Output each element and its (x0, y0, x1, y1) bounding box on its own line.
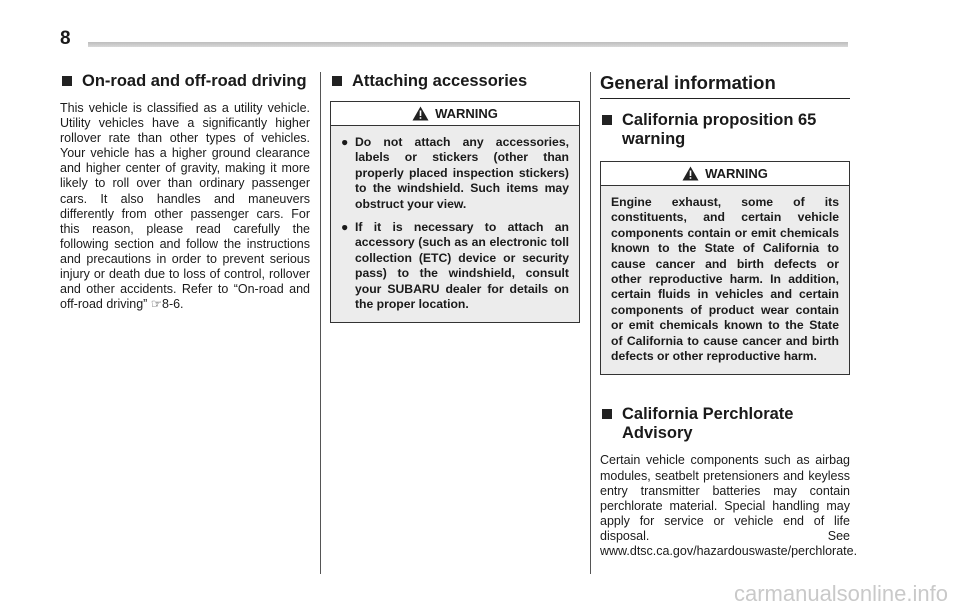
warning-body: Engine exhaust, some of its constituents, and certain vehicle components contain or emit chemicals known to the State of California to cause cancer and birth defects or other reproductive harm. In addition, certain fluids in vehicles and certain components of product wear contain or emit chemicals known to the State of California to cause cancer and birth defects or other reproductive harm. (611, 195, 839, 364)
column-general-information (600, 72, 858, 559)
section-square-icon (62, 76, 72, 86)
section-body: Certain vehicle components such as airbag modules, seatbelt pretensioners and keyless entry transmitter batteries may contain perchlorate material. Special handling may apply for service or vehicle end of life disposal. See www.dtsc.ca.gov/hazardouswaste/perchlorate. (600, 453, 858, 559)
section-heading (600, 111, 850, 149)
section-square-icon (602, 115, 612, 125)
warning-triangle-icon (412, 106, 429, 121)
warning-bullet-text: If it is necessary to attach an accessory (such as an electronic toll collection (ETC) device or security pass) to the windshield, consult your SUBARU dealer for details on the proper location. (355, 220, 569, 312)
section-heading-text: Attaching accessories (352, 72, 528, 90)
warning-bullet (341, 135, 569, 212)
section-heading-text: On-road and off-road driving (82, 72, 307, 90)
warning-box (330, 101, 580, 323)
section-square-icon (332, 76, 342, 86)
warning-header (601, 162, 849, 186)
section-square-icon (602, 409, 612, 419)
page-number: 8 (60, 28, 71, 49)
section-heading (330, 72, 580, 91)
section-heading-text: California Perchlorate Advisory (622, 405, 794, 443)
warning-body (331, 126, 579, 322)
section-heading (60, 72, 310, 91)
chapter-title: General information (600, 72, 850, 99)
section-heading-text: California proposition 65 warning (622, 111, 817, 148)
watermark-logo: carmanualsonline.info (733, 581, 948, 606)
column-divider (320, 72, 321, 574)
section-heading (600, 405, 850, 443)
bullet-mark: ● (341, 135, 349, 149)
column-divider (590, 72, 591, 574)
warning-label: WARNING (435, 106, 498, 121)
section-body: This vehicle is classified as a utility vehicle. Utility vehicles have a significantly higher rollover rate than other types of vehicles. Your vehicle has a higher ground clearance and higher center of gravity, making it more likely to roll over than ordinary passenger cars. It also handles and maneuvers differently from other passenger cars. For this reason, please read carefully the following section and follow the instructions and precautions in order to prevent serious injury or death due to loss of control, rollover and other accidents. Refer to “On-road and off-road driving” ☞8-6. (60, 101, 310, 312)
bullet-mark: ● (341, 220, 349, 235)
warning-box (600, 161, 850, 375)
warning-triangle-icon (682, 166, 699, 181)
warning-bullet-text: Do not attach any accessories, labels or stickers (other than properly placed inspection stickers) to the windshield. Such items may obstruct your view. (355, 135, 569, 211)
warning-label: WARNING (705, 166, 768, 181)
column-accessories (330, 72, 580, 323)
header-rule (88, 42, 848, 47)
column-on-road (60, 72, 310, 312)
warning-bullet (341, 220, 569, 312)
warning-header (331, 102, 579, 126)
